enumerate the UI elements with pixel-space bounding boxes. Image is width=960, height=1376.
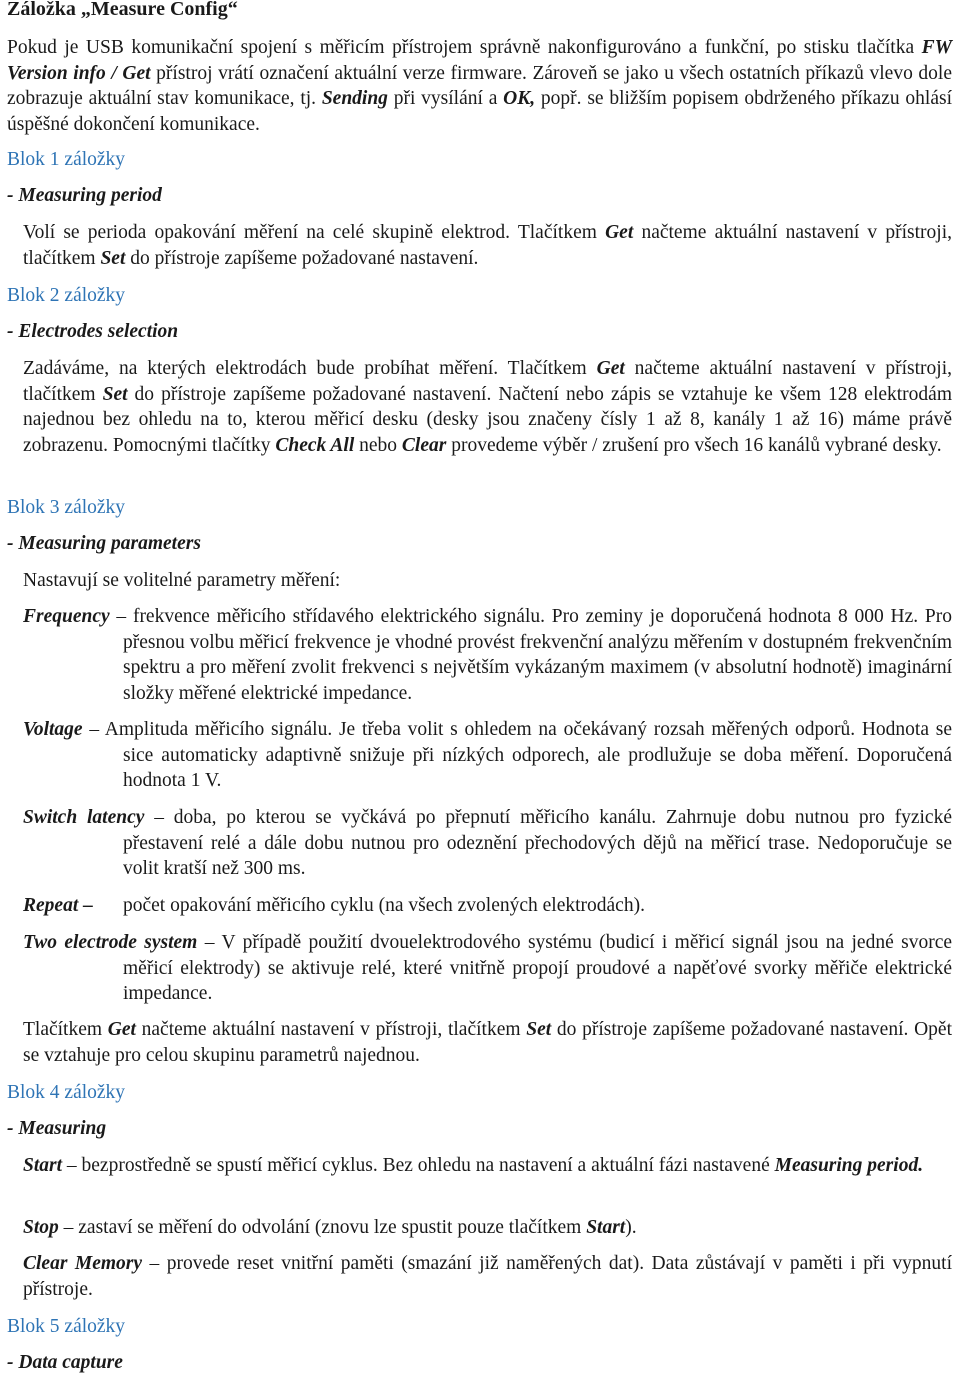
blok1-paragraph: Volí se perioda opakování měření na celé skupině elektrod. Tlačítkem Get načteme aktuální nastavení v přístroji, tlačítkem Set do přístroje zapíšeme požadované nastavení. bbox=[23, 222, 952, 269]
blok4-section-title: - Measuring bbox=[7, 1118, 107, 1139]
page-title: Záložka „Measure Config“ bbox=[7, 0, 238, 20]
param-two-electrode: Two electrode system – V případě použití dvouelektrodového systému (budicí i měřicí signál jsou na jedné svorce měřicí elektrody) se aktivuje relé, které vnitřně propojí proudové a napěťové svorky měřiče elektrické impedance. bbox=[23, 932, 953, 1005]
measuring-clear-memory: Clear Memory – provede reset vnitřní paměti (smazání již naměřených dat). Data zůstávají v paměti i při vypnutí přístroje. bbox=[23, 1253, 952, 1300]
param-voltage: Voltage – Amplituda měřicího signálu. Je třeba volit s ohledem na očekávaný rozsah měřených odporů. Hodnota se sice automaticky adaptivně snižuje při nízkých odporech, ale prodlužuje se doba měření. Doporučená hodnota 1 V. bbox=[23, 719, 952, 792]
blok5-section-title: - Data capture bbox=[7, 1352, 123, 1373]
measuring-start: Start – bezprostředně se spustí měřicí cyklus. Bez ohledu na nastavení a aktuální fázi nastavené Measuring period. bbox=[23, 1155, 924, 1176]
blok2-paragraph: Zadáváme, na kterých elektrodách bude probíhat měření. Tlačítkem Get načteme aktuální nastavení v přístroji, tlačítkem Set do přístroje zapíšeme požadované nastavení. Načtení nebo zápis se vztahuje ke všem 128 elektrodám najednou bez ohledu na to, kterou měřicí desku (desky jsou značeny čísly 1 až 8, kanály 1 až 16) máme právě zobrazenu. Pomocnými tlačítky Check All nebo Clear provedeme výběr / zrušení pro všech 16 kanálů vybrané desky. bbox=[23, 358, 953, 456]
blok1-heading: Blok 1 záložky bbox=[7, 149, 126, 170]
param-frequency: Frequency – frekvence měřicího střídavého elektrického signálu. Pro zeminy je doporučená hodnota 8 000 Hz. Pro přesnou volbu měřicí frekvence je vhodné provést frekvenční analýzu měřením v dostupném frekvenčním spektru a pro měření zvolit frekvenci s největším vykázaným maximem (v absolutní hodnotě) imaginární složky měřené elektrické impedance. bbox=[23, 606, 952, 704]
intro-paragraph: Pokud je USB komunikační spojení s měřicím přístrojem správně nakonfigurováno a funkční, po stisku tlačítka FW Version info / Get přístroj vrátí označení aktuální verze firmware. Zároveň se jako u všech ostatních příkazů vlevo dole zobrazuje aktuální stav komunikace, tj. Sending při vysílání a OK, popř. se bližším popisem obdrženého příkazu ohlásí úspěšné dokončení komunikace. bbox=[7, 37, 952, 135]
blok2-section-title: - Electrodes selection bbox=[7, 321, 179, 342]
blok2-heading: Blok 2 záložky bbox=[7, 285, 126, 306]
blok3-heading: Blok 3 záložky bbox=[7, 497, 126, 518]
blok3-outro: Tlačítkem Get načteme aktuální nastavení v přístroji, tlačítkem Set do přístroje zapíšeme požadované nastavení. Opět se vztahuje pro celou skupinu parametrů najednou. bbox=[23, 1019, 952, 1066]
blok5-heading: Blok 5 záložky bbox=[7, 1316, 126, 1337]
blok1-section-title: - Measuring period bbox=[7, 185, 162, 206]
blok3-section-title: - Measuring parameters bbox=[7, 533, 201, 554]
param-switch-latency: Switch latency – doba, po kterou se vyčkává po přepnutí měřicího kanálu. Zahrnuje dobu nutnou pro fyzické přestavení relé a dále dobu nutnou pro odeznění přechodových dějů na měřicí trase. Nedoporučuje se volit kratší než 300 ms. bbox=[23, 807, 952, 880]
measuring-stop: Stop – zastaví se měření do odvolání (znovu lze spustit pouze tlačítkem Start). bbox=[23, 1217, 637, 1238]
param-repeat: Repeat – počet opakování měřicího cyklu (na všech zvolených elektrodách). bbox=[23, 895, 645, 916]
blok3-intro: Nastavují se volitelné parametry měření: bbox=[23, 570, 341, 591]
blok4-heading: Blok 4 záložky bbox=[7, 1082, 126, 1103]
